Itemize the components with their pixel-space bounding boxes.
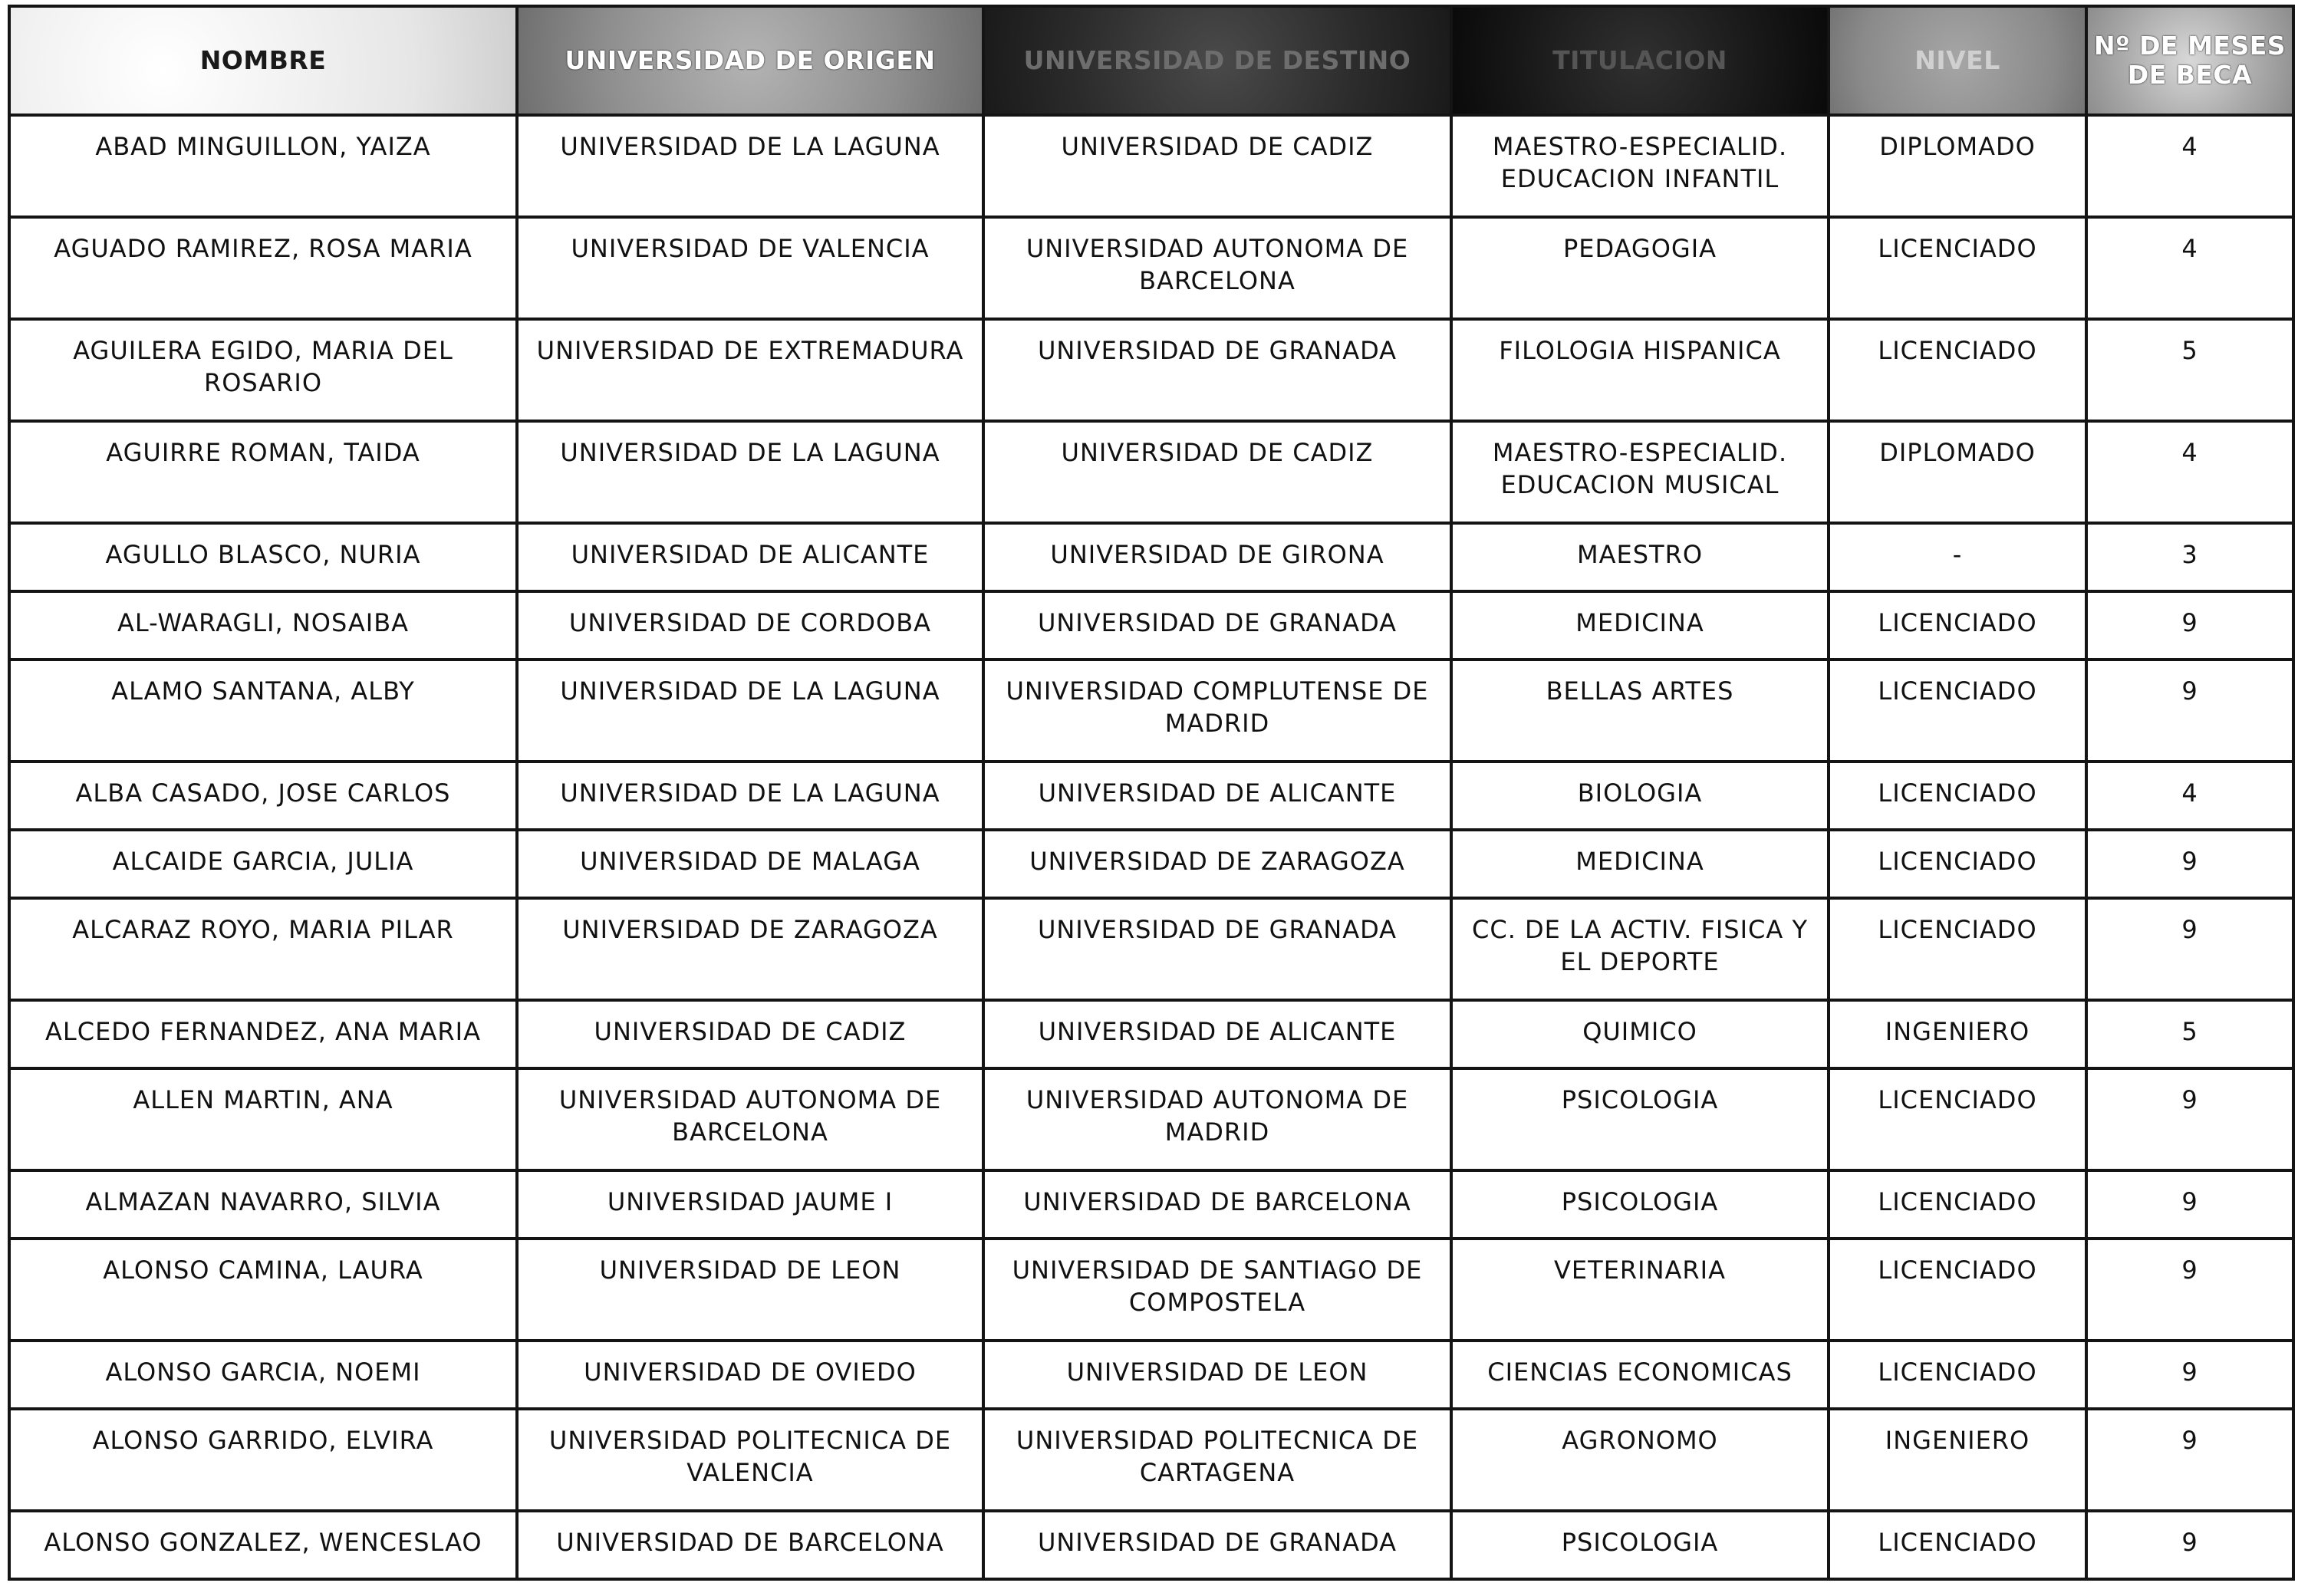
cell-meses-beca: 4	[2086, 762, 2293, 830]
cell-titulacion: BIOLOGIA	[1451, 762, 1829, 830]
scholarship-table	[8, 5, 2295, 1581]
header-nivel: NIVEL	[1829, 6, 2086, 115]
cell-universidad-origen: UNIVERSIDAD DE LEON	[517, 1239, 983, 1341]
cell-titulacion: BELLAS ARTES	[1451, 660, 1829, 762]
cell-universidad-destino: UNIVERSIDAD DE CADIZ	[983, 115, 1451, 217]
cell-titulacion: MAESTRO-ESPECIALID. EDUCACION INFANTIL	[1451, 115, 1829, 217]
cell-titulacion: CC. DE LA ACTIV. FISICA Y EL DEPORTE	[1451, 898, 1829, 1000]
cell-nombre: ALCEDO FERNANDEZ, ANA MARIA	[9, 1000, 517, 1068]
cell-nivel: LICENCIADO	[1829, 830, 2086, 898]
cell-meses-beca: 9	[2086, 898, 2293, 1000]
cell-universidad-origen: UNIVERSIDAD POLITECNICA DE VALENCIA	[517, 1409, 983, 1511]
table-row	[9, 1170, 2293, 1239]
cell-universidad-destino: UNIVERSIDAD AUTONOMA DE BARCELONA	[983, 217, 1451, 319]
cell-universidad-destino: UNIVERSIDAD DE CADIZ	[983, 421, 1451, 523]
cell-titulacion: AGRONOMO	[1451, 1409, 1829, 1511]
cell-nivel: LICENCIADO	[1829, 1068, 2086, 1170]
cell-nivel: -	[1829, 523, 2086, 591]
header-titulacion: TITULACION	[1451, 6, 1829, 115]
cell-nombre: ALONSO CAMINA, LAURA	[9, 1239, 517, 1341]
header-row	[9, 6, 2293, 115]
cell-meses-beca: 9	[2086, 830, 2293, 898]
table-row	[9, 115, 2293, 217]
cell-titulacion: MEDICINA	[1451, 830, 1829, 898]
cell-meses-beca: 9	[2086, 1068, 2293, 1170]
table-row	[9, 660, 2293, 762]
cell-titulacion: MAESTRO	[1451, 523, 1829, 591]
table-row	[9, 1000, 2293, 1068]
header-universidad-origen: UNIVERSIDAD DE ORIGEN	[517, 6, 983, 115]
table-row	[9, 591, 2293, 660]
cell-nombre: ALONSO GARRIDO, ELVIRA	[9, 1409, 517, 1511]
cell-nombre: ABAD MINGUILLON, YAIZA	[9, 115, 517, 217]
table-row	[9, 1341, 2293, 1409]
table-row	[9, 1409, 2293, 1511]
cell-meses-beca: 9	[2086, 1239, 2293, 1341]
cell-titulacion: CIENCIAS ECONOMICAS	[1451, 1341, 1829, 1409]
cell-meses-beca: 9	[2086, 1409, 2293, 1511]
cell-meses-beca: 5	[2086, 319, 2293, 421]
cell-nivel: LICENCIADO	[1829, 1170, 2086, 1239]
cell-meses-beca: 9	[2086, 1170, 2293, 1239]
cell-universidad-origen: UNIVERSIDAD DE BARCELONA	[517, 1511, 983, 1579]
cell-universidad-destino: UNIVERSIDAD DE ALICANTE	[983, 1000, 1451, 1068]
cell-meses-beca: 4	[2086, 421, 2293, 523]
cell-nombre: ALONSO GARCIA, NOEMI	[9, 1341, 517, 1409]
cell-nivel: LICENCIADO	[1829, 898, 2086, 1000]
cell-universidad-destino: UNIVERSIDAD POLITECNICA DE CARTAGENA	[983, 1409, 1451, 1511]
cell-meses-beca: 9	[2086, 591, 2293, 660]
cell-universidad-origen: UNIVERSIDAD JAUME I	[517, 1170, 983, 1239]
cell-universidad-destino: UNIVERSIDAD AUTONOMA DE MADRID	[983, 1068, 1451, 1170]
cell-universidad-origen: UNIVERSIDAD DE LA LAGUNA	[517, 421, 983, 523]
cell-titulacion: MAESTRO-ESPECIALID. EDUCACION MUSICAL	[1451, 421, 1829, 523]
cell-titulacion: QUIMICO	[1451, 1000, 1829, 1068]
cell-nivel: LICENCIADO	[1829, 1341, 2086, 1409]
cell-universidad-origen: UNIVERSIDAD DE CADIZ	[517, 1000, 983, 1068]
cell-titulacion: PSICOLOGIA	[1451, 1170, 1829, 1239]
cell-nombre: AGUIRRE ROMAN, TAIDA	[9, 421, 517, 523]
cell-nivel: LICENCIADO	[1829, 762, 2086, 830]
cell-titulacion: VETERINARIA	[1451, 1239, 1829, 1341]
cell-universidad-origen: UNIVERSIDAD AUTONOMA DE BARCELONA	[517, 1068, 983, 1170]
cell-nombre: ALMAZAN NAVARRO, SILVIA	[9, 1170, 517, 1239]
cell-universidad-destino: UNIVERSIDAD DE GRANADA	[983, 898, 1451, 1000]
cell-meses-beca: 9	[2086, 1341, 2293, 1409]
cell-universidad-origen: UNIVERSIDAD DE MALAGA	[517, 830, 983, 898]
header-universidad-destino: UNIVERSIDAD DE DESTINO	[983, 6, 1451, 115]
cell-meses-beca: 4	[2086, 115, 2293, 217]
table-row	[9, 217, 2293, 319]
cell-titulacion: PEDAGOGIA	[1451, 217, 1829, 319]
table-body	[9, 115, 2293, 1579]
cell-universidad-destino: UNIVERSIDAD DE BARCELONA	[983, 1170, 1451, 1239]
header-meses-beca: Nº DE MESES DE BECA	[2086, 6, 2293, 115]
cell-nombre: AL-WARAGLI, NOSAIBA	[9, 591, 517, 660]
cell-nivel: DIPLOMADO	[1829, 421, 2086, 523]
cell-meses-beca: 3	[2086, 523, 2293, 591]
cell-nivel: LICENCIADO	[1829, 591, 2086, 660]
cell-universidad-destino: UNIVERSIDAD COMPLUTENSE DE MADRID	[983, 660, 1451, 762]
cell-titulacion: FILOLOGIA HISPANICA	[1451, 319, 1829, 421]
cell-nombre: ALCARAZ ROYO, MARIA PILAR	[9, 898, 517, 1000]
cell-universidad-origen: UNIVERSIDAD DE EXTREMADURA	[517, 319, 983, 421]
cell-universidad-origen: UNIVERSIDAD DE ALICANTE	[517, 523, 983, 591]
cell-nombre: AGUILERA EGIDO, MARIA DEL ROSARIO	[9, 319, 517, 421]
cell-universidad-origen: UNIVERSIDAD DE LA LAGUNA	[517, 762, 983, 830]
cell-nombre: ALAMO SANTANA, ALBY	[9, 660, 517, 762]
cell-nombre: ALLEN MARTIN, ANA	[9, 1068, 517, 1170]
table-row	[9, 762, 2293, 830]
table-row	[9, 1068, 2293, 1170]
cell-universidad-origen: UNIVERSIDAD DE OVIEDO	[517, 1341, 983, 1409]
cell-nivel: LICENCIADO	[1829, 660, 2086, 762]
cell-meses-beca: 5	[2086, 1000, 2293, 1068]
cell-universidad-origen: UNIVERSIDAD DE LA LAGUNA	[517, 660, 983, 762]
cell-universidad-destino: UNIVERSIDAD DE GRANADA	[983, 591, 1451, 660]
cell-nombre: ALONSO GONZALEZ, WENCESLAO	[9, 1511, 517, 1579]
cell-nivel: INGENIERO	[1829, 1409, 2086, 1511]
cell-nivel: DIPLOMADO	[1829, 115, 2086, 217]
cell-titulacion: PSICOLOGIA	[1451, 1511, 1829, 1579]
table-row	[9, 1511, 2293, 1579]
header-nombre: NOMBRE	[9, 6, 517, 115]
cell-universidad-origen: UNIVERSIDAD DE CORDOBA	[517, 591, 983, 660]
cell-universidad-destino: UNIVERSIDAD DE SANTIAGO DE COMPOSTELA	[983, 1239, 1451, 1341]
cell-universidad-origen: UNIVERSIDAD DE VALENCIA	[517, 217, 983, 319]
table-row	[9, 319, 2293, 421]
cell-universidad-destino: UNIVERSIDAD DE ALICANTE	[983, 762, 1451, 830]
cell-universidad-destino: UNIVERSIDAD DE GRANADA	[983, 319, 1451, 421]
table-row	[9, 523, 2293, 591]
cell-nivel: INGENIERO	[1829, 1000, 2086, 1068]
table-header	[9, 6, 2293, 115]
cell-universidad-origen: UNIVERSIDAD DE ZARAGOZA	[517, 898, 983, 1000]
cell-nombre: AGULLO BLASCO, NURIA	[9, 523, 517, 591]
cell-meses-beca: 9	[2086, 1511, 2293, 1579]
cell-universidad-origen: UNIVERSIDAD DE LA LAGUNA	[517, 115, 983, 217]
cell-meses-beca: 9	[2086, 660, 2293, 762]
cell-nivel: LICENCIADO	[1829, 319, 2086, 421]
cell-titulacion: PSICOLOGIA	[1451, 1068, 1829, 1170]
cell-nombre: AGUADO RAMIREZ, ROSA MARIA	[9, 217, 517, 319]
cell-universidad-destino: UNIVERSIDAD DE ZARAGOZA	[983, 830, 1451, 898]
cell-nivel: LICENCIADO	[1829, 1511, 2086, 1579]
table-row	[9, 830, 2293, 898]
cell-nivel: LICENCIADO	[1829, 1239, 2086, 1341]
cell-universidad-destino: UNIVERSIDAD DE GIRONA	[983, 523, 1451, 591]
cell-universidad-destino: UNIVERSIDAD DE LEON	[983, 1341, 1451, 1409]
cell-nombre: ALCAIDE GARCIA, JULIA	[9, 830, 517, 898]
cell-universidad-destino: UNIVERSIDAD DE GRANADA	[983, 1511, 1451, 1579]
cell-meses-beca: 4	[2086, 217, 2293, 319]
cell-nombre: ALBA CASADO, JOSE CARLOS	[9, 762, 517, 830]
table-row	[9, 898, 2293, 1000]
table-row	[9, 421, 2293, 523]
cell-titulacion: MEDICINA	[1451, 591, 1829, 660]
table-row	[9, 1239, 2293, 1341]
cell-nivel: LICENCIADO	[1829, 217, 2086, 319]
